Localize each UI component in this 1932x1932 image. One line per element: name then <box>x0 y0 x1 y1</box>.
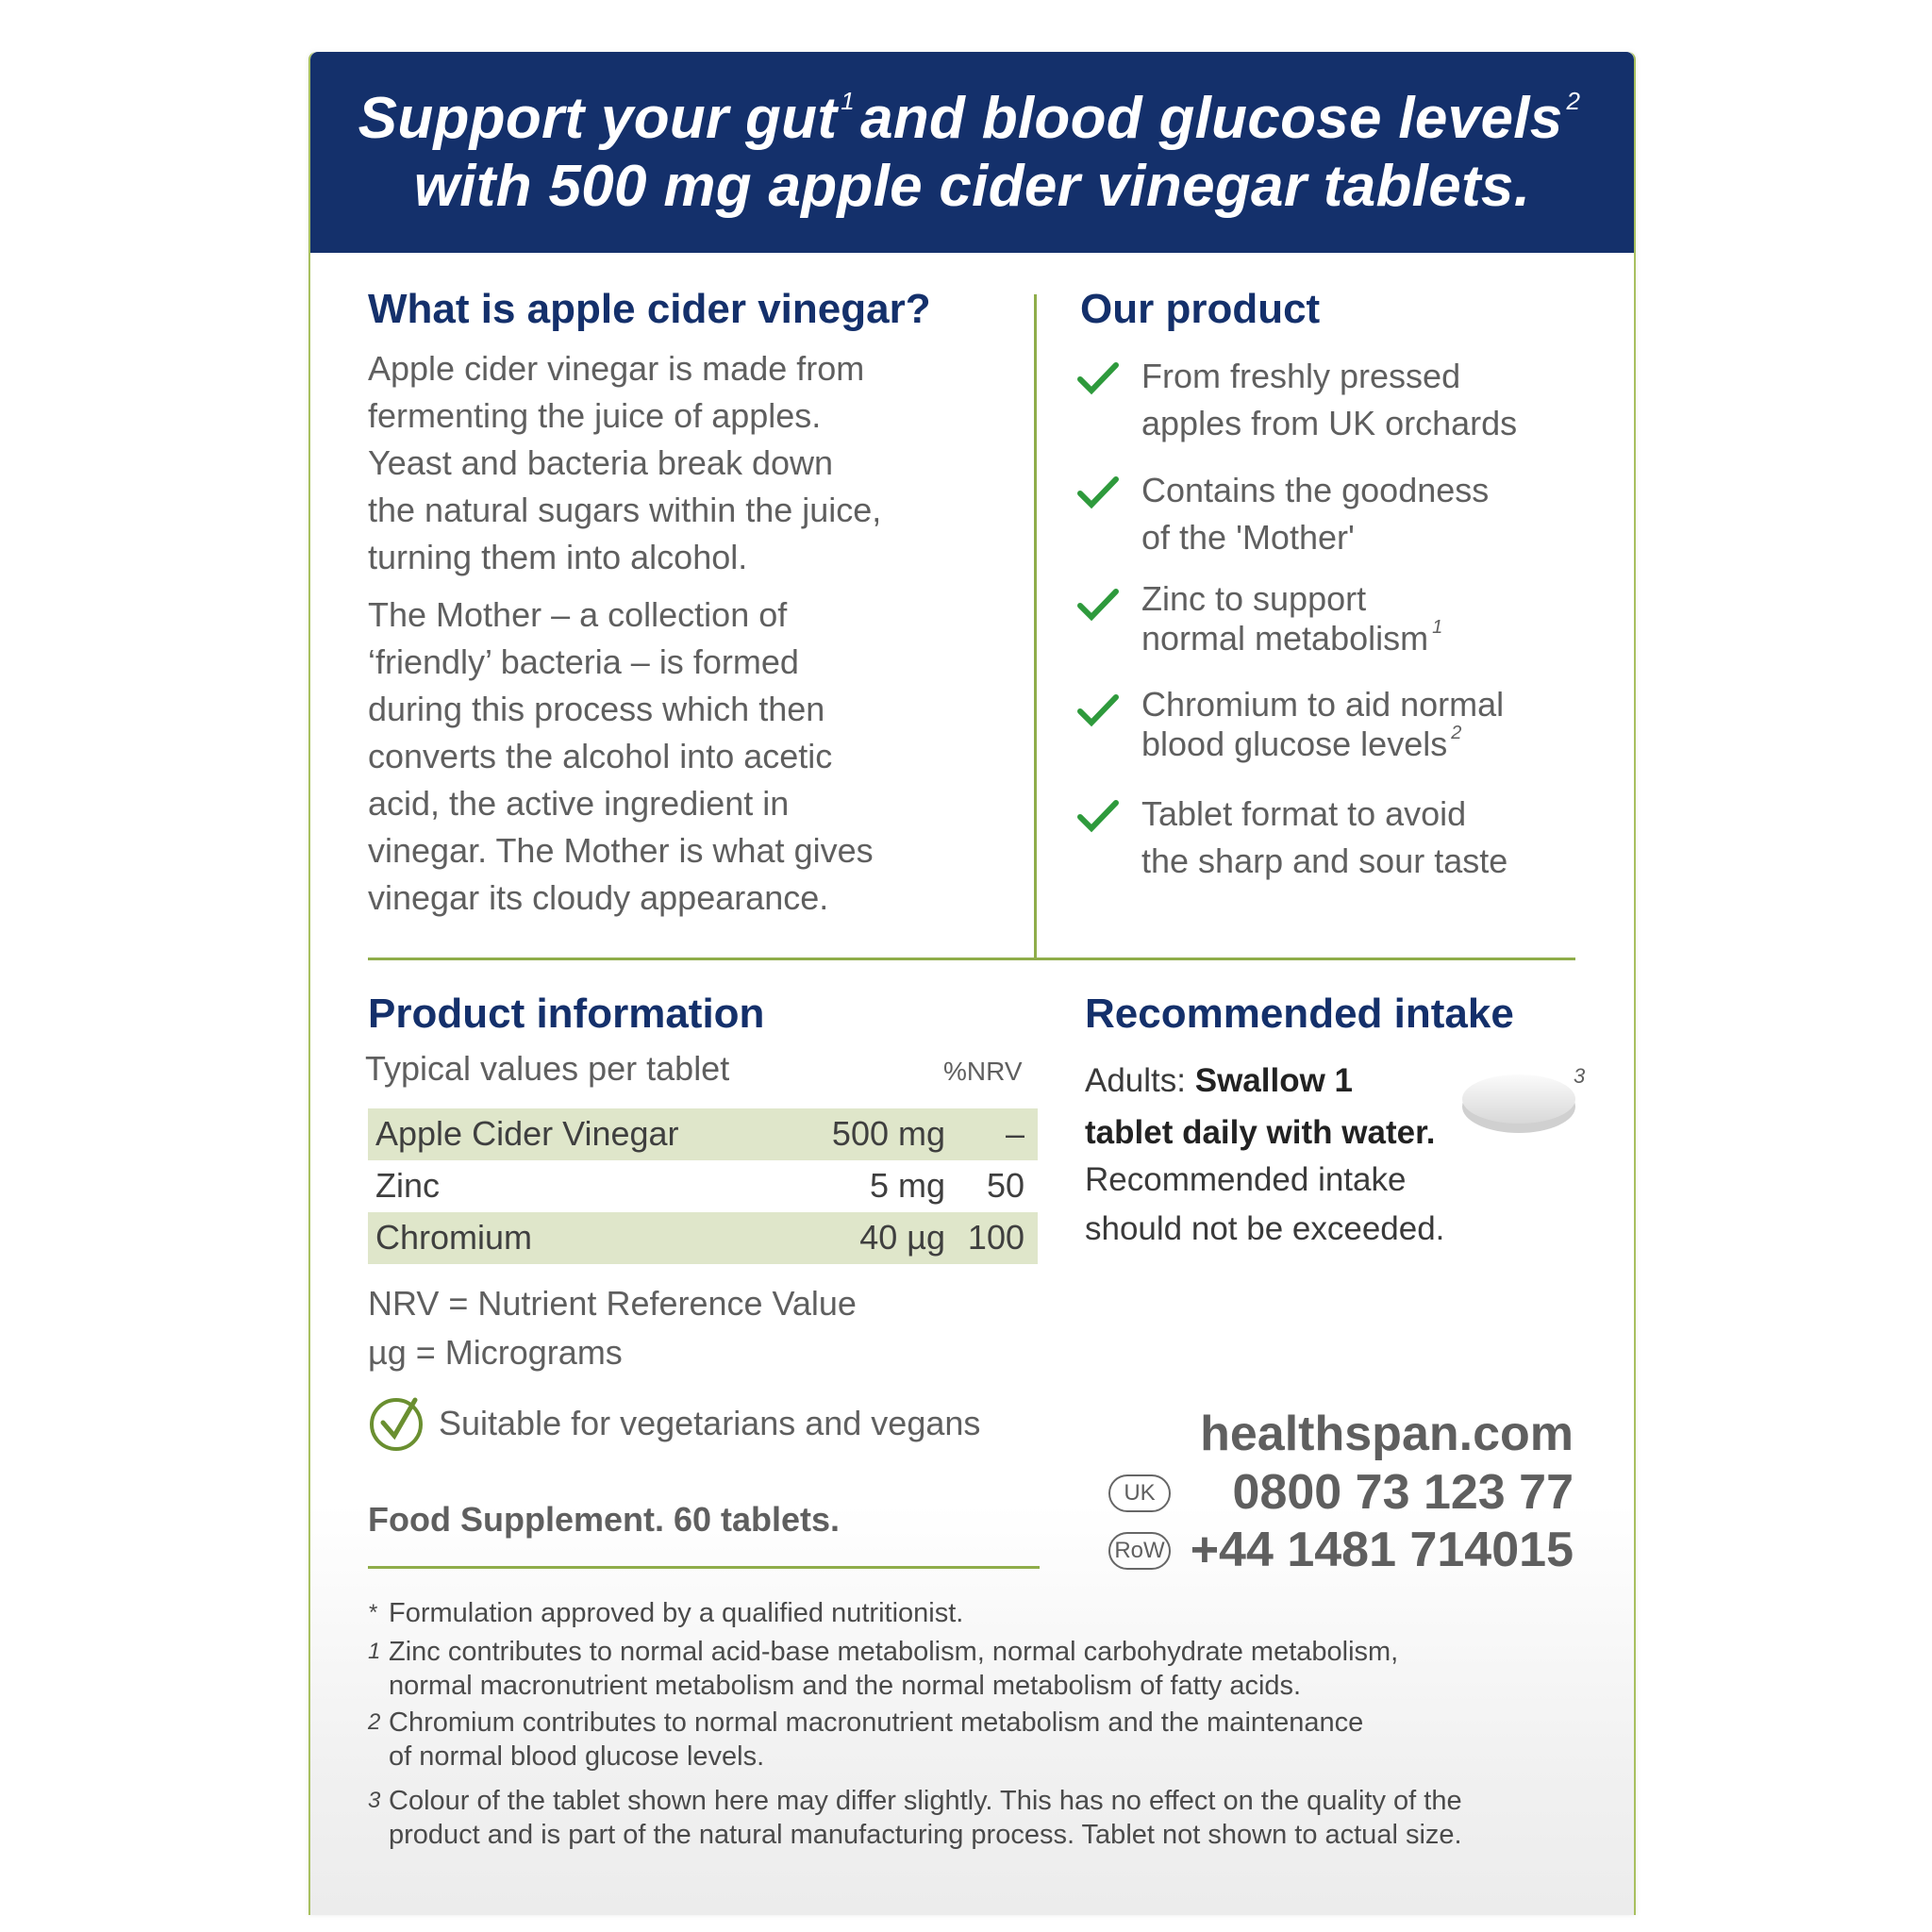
nutrient-name: Chromium <box>375 1218 533 1257</box>
our-product-heading: Our product <box>1080 286 1321 332</box>
nutrient-name: Apple Cider Vinegar <box>375 1114 679 1153</box>
headline-line-1 <box>358 85 1587 153</box>
intake-warning: Recommended intake should not be exceeded. <box>1085 1161 1445 1247</box>
row-phone[interactable]: +44 1481 714015 <box>1190 1523 1574 1577</box>
feature-text: Contains the goodness of the 'Mother' <box>1141 471 1490 557</box>
feature-text: Tablet format to avoid the sharp and sour taste <box>1141 794 1508 880</box>
table-row <box>368 1212 1038 1264</box>
intake-instructions <box>1085 1055 1435 1158</box>
nrv-column-header: %NRV <box>943 1057 1023 1086</box>
uk-badge: UK <box>1108 1474 1171 1512</box>
footnote-ref-1: 1 <box>841 86 856 115</box>
product-info-heading: Product information <box>368 991 765 1037</box>
nutrient-name: Zinc <box>375 1166 441 1205</box>
para-line: during this process which then <box>368 690 825 728</box>
dose-text: Swallow 1 <box>1194 1062 1354 1099</box>
what-is-para-2 <box>368 591 874 922</box>
para-line: turning them into alcohol. <box>368 538 748 576</box>
tablet-footnote-ref: 3 <box>1574 1064 1586 1088</box>
para-line: fermenting the juice of apples. <box>368 396 822 435</box>
nutrient-amount: 40 µg <box>859 1218 945 1257</box>
para-line: ‘friendly’ bacteria – is formed <box>368 642 799 681</box>
para-line: Apple cider vinegar is made from <box>368 349 865 388</box>
headline-banner <box>310 52 1634 253</box>
nutrient-nrv: – <box>1005 1114 1024 1153</box>
footnote-ref-2: 2 <box>1566 86 1581 115</box>
check-icon <box>1077 798 1119 834</box>
headline-line-2: with 500 mg apple cider vinegar tablets. <box>413 153 1531 219</box>
para-line: acid, the active ingredient in <box>368 784 790 823</box>
feature-text: Chromium to aid normal blood glucose levels $^2$ <box>1141 685 1505 763</box>
check-icon <box>1077 475 1119 510</box>
section-divider <box>368 958 1575 960</box>
what-is-para-1 <box>368 345 881 581</box>
typical-values-label: Typical values per tablet <box>365 1049 730 1088</box>
uk-phone[interactable]: 0800 73 123 77 <box>1232 1465 1574 1520</box>
intake-heading: Recommended intake <box>1085 991 1514 1037</box>
nutrient-nrv: 50 <box>986 1166 1024 1205</box>
feature-text: From freshly pressed apples from UK orchards <box>1141 357 1518 442</box>
tablet-image <box>1457 1069 1580 1137</box>
table-row <box>368 1160 1038 1212</box>
para-line: the natural sugars within the juice, <box>368 491 882 529</box>
headline-text-a: Support your gut <box>358 85 838 151</box>
website-link[interactable]: healthspan.com <box>1200 1407 1574 1461</box>
para-line: vinegar its cloudy appearance. <box>368 878 829 917</box>
nutrient-nrv: 100 <box>967 1218 1024 1257</box>
para-line: Yeast and bacteria break down <box>368 443 834 482</box>
check-icon <box>1077 360 1119 396</box>
food-supplement-label: Food Supplement. 60 tablets. <box>368 1500 841 1539</box>
nutrient-amount: 500 mg <box>831 1114 945 1153</box>
nrv-note: NRV = Nutrient Reference Value <box>368 1284 857 1323</box>
table-row <box>368 1108 1038 1160</box>
what-is-heading: What is apple cider vinegar? <box>368 286 931 332</box>
dose-text-2: tablet daily with water. <box>1085 1114 1436 1151</box>
headline-text-b: and blood glucose levels <box>860 85 1563 151</box>
info-divider <box>368 1566 1040 1569</box>
nutrient-amount: 5 mg <box>869 1166 945 1205</box>
vegan-label: Suitable for vegetarians and vegans <box>439 1404 981 1442</box>
row-badge: RoW <box>1108 1532 1171 1570</box>
microgram-note: µg = Micrograms <box>368 1333 623 1372</box>
check-icon <box>1077 692 1119 728</box>
check-icon <box>1077 587 1119 623</box>
para-line: vinegar. The Mother is what gives <box>368 831 874 870</box>
adults-label: Adults: <box>1085 1062 1195 1099</box>
column-divider <box>1034 294 1037 958</box>
feature-text: Zinc to support normal metabolism $^1$ <box>1141 579 1443 658</box>
vegan-check-icon <box>368 1394 425 1451</box>
para-line: The Mother – a collection of <box>368 595 788 634</box>
para-line: converts the alcohol into acetic <box>368 737 833 775</box>
